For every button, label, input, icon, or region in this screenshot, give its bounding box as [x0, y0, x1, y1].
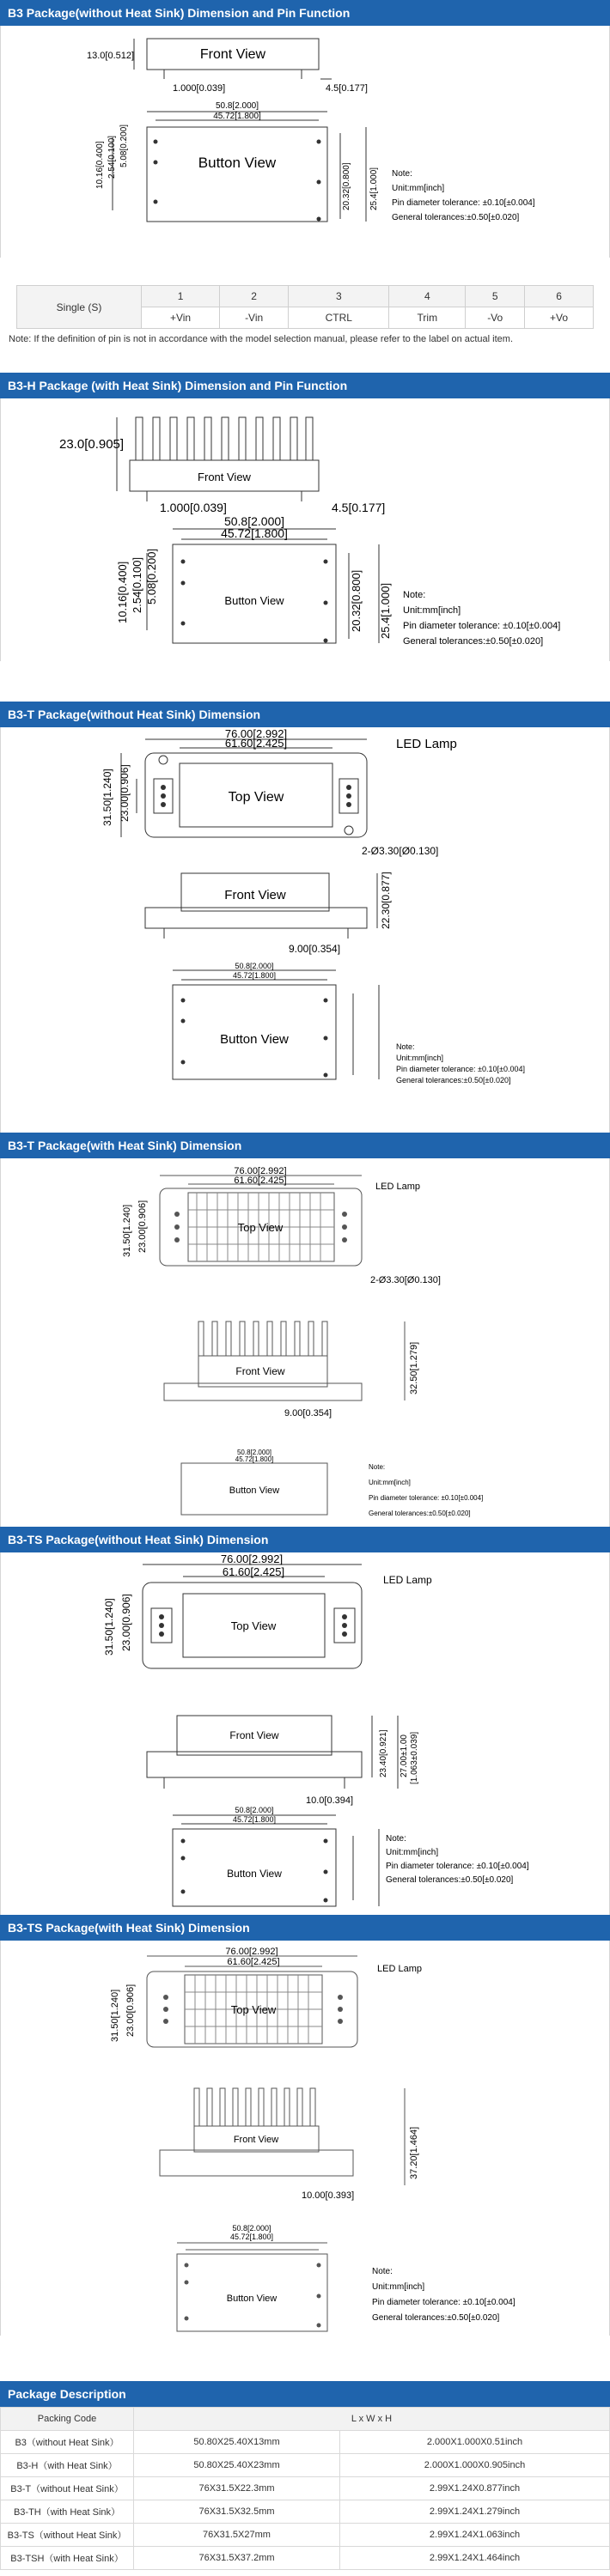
note-unit: Unit:mm[inch]: [372, 2282, 425, 2292]
dim-h-254b: 25.4[1.000]: [379, 582, 392, 639]
note-pin-tol: Pin diameter tolerance: ±0.10[±0.004]: [396, 1065, 525, 1073]
note-title: Note:: [392, 169, 412, 179]
led-lamp-label: LED Lamp: [375, 1182, 420, 1192]
note-pin-tol: Pin diameter tolerance: ±0.10[±0.004]: [372, 2298, 515, 2307]
note-title: Note:: [369, 1463, 386, 1471]
dim-width-outer: 50.8[2.000]: [232, 2224, 271, 2233]
dim-foot: 9.00[0.354]: [284, 1408, 332, 1419]
note-unit: Unit:mm[inch]: [396, 1054, 444, 1062]
note-pin-tol: Pin diameter tolerance: ±0.10[±0.004]: [403, 621, 561, 631]
note-gen-tol: General tolerances:±0.50[±0.020]: [372, 2313, 500, 2323]
pin-function: CTRL: [289, 307, 389, 329]
table-row: B3（without Heat Sink） 50.80X25.40X13mm 2.000X1.000X0.51inch: [1, 2431, 610, 2454]
dim-hole: 2-Ø3.30[Ø0.130]: [370, 1275, 441, 1285]
pin-number: 3: [289, 286, 389, 307]
pin-type: Single (S): [17, 286, 142, 329]
dim-side-2: 27.00±1.00: [400, 1735, 409, 1777]
dim-height: 23.0[0.905]: [59, 437, 125, 452]
dim-h-1016: 10.16[0.400]: [116, 561, 129, 623]
dim-width-outer: 76.00[2.992]: [225, 1947, 278, 1957]
note-gen-tol: General tolerances:±0.50[±0.020]: [386, 1875, 514, 1885]
dim-foot: 10.0[0.394]: [306, 1795, 354, 1806]
pin-function: +Vin: [142, 307, 220, 329]
dim-h-2032: 20.32[0.800]: [342, 162, 351, 210]
dim-width-inner: 45.72[1.800]: [213, 112, 261, 121]
dim-width-inner: 45.72[1.800]: [229, 2233, 274, 2241]
dim-width-outer: 50.8[2.000]: [235, 1806, 274, 1814]
b3-drawing: [1, 26, 609, 258]
b3h-drawing: [1, 398, 609, 661]
dim-width-inner: 45.72[1.800]: [235, 1455, 274, 1463]
note-title: Note:: [386, 1834, 406, 1844]
dim-side: 37.20[1.464]: [409, 2126, 419, 2179]
section-title: B3-TS Package(without Heat Sink) Dimension: [0, 1527, 610, 1552]
dim-width-outer: 50.8[2.000]: [223, 514, 285, 528]
dim-h-254: 2.54[0.100]: [107, 135, 117, 179]
button-view-body: [147, 127, 327, 222]
dim-width-inner: 61.60[2.425]: [234, 1176, 287, 1186]
note-pin-tol: Pin diameter tolerance: ±0.10[±0.004]: [392, 198, 535, 208]
note-unit: Unit:mm[inch]: [386, 1848, 439, 1857]
front-view-label: Front View: [224, 888, 286, 902]
led-lamp-label: LED Lamp: [396, 737, 457, 751]
note-gen-tol: General tolerances:±0.50[±0.020]: [403, 636, 544, 647]
pin-function: Trim: [389, 307, 466, 329]
dim-t-height: 31.50[1.240]: [101, 769, 113, 826]
header-code: Packing Code: [1, 2408, 134, 2431]
header-dims: L x W x H: [134, 2408, 610, 2431]
note-unit: Unit:mm[inch]: [403, 605, 461, 616]
section-title: B3 Package(without Heat Sink) Dimension and Pin Function: [0, 0, 610, 26]
top-view-label: Top View: [230, 2003, 277, 2016]
b3tsh-drawing: [1, 1941, 609, 2336]
button-view-label: Button View: [227, 1868, 282, 1880]
note-title: Note:: [403, 590, 426, 600]
note-gen-tol: General tolerances:±0.50[±0.020]: [369, 1510, 471, 1517]
dim-h-508: 5.08[0.200]: [145, 548, 158, 605]
led-lamp-label: LED Lamp: [383, 1574, 432, 1586]
table-row: B3-H（with Heat Sink） 50.80X25.40X23mm 2.000X1.000X0.905inch: [1, 2454, 610, 2477]
pin-number: 5: [466, 286, 525, 307]
table-row: B3-TS（without Heat Sink） 76X31.5X27mm 2.99X1.24X1.063inch: [1, 2524, 610, 2547]
pin-number: 4: [389, 286, 466, 307]
dim-side: 23.40[0.921]: [379, 1729, 388, 1777]
dim-height: 13.0[0.512]: [87, 51, 135, 61]
note-unit: Unit:mm[inch]: [369, 1479, 411, 1486]
front-view-label: Front View: [198, 471, 251, 483]
table-row: B3-TSH（with Heat Sink） 76X31.5X37.2mm 2.99X1.24X1.464inch: [1, 2547, 610, 2570]
dim-pin-offset: 1.000[0.039]: [173, 83, 226, 94]
button-view-label: Button View: [198, 155, 277, 171]
dim-side-3: [1.063±0.039]: [410, 1731, 419, 1784]
front-view-label: Front View: [199, 47, 266, 62]
dim-pin-offset: 1.000[0.039]: [160, 501, 227, 514]
dim-t-height2: 23.00[0.906]: [119, 764, 131, 822]
note-gen-tol: General tolerances:±0.50[±0.020]: [392, 213, 520, 222]
dim-width-inner: 61.60[2.425]: [224, 737, 288, 750]
dim-width-outer: 50.8[2.000]: [236, 1449, 272, 1456]
pin-number: 1: [142, 286, 220, 307]
section-title: B3-T Package(with Heat Sink) Dimension: [0, 1133, 610, 1158]
pin-table: [16, 285, 594, 329]
button-view-label: Button View: [229, 1485, 280, 1496]
dim-h-254b: 25.4[1.000]: [369, 167, 379, 210]
note-pin-tol: Pin diameter tolerance: ±0.10[±0.004]: [386, 1862, 529, 1871]
pin-number: 6: [525, 286, 594, 307]
dim-t-height: 31.50[1.240]: [122, 1204, 132, 1257]
button-view-label: Button View: [224, 594, 284, 607]
pin-note: Note: If the definition of pin is not in accordance with the model selection manual, please refer to the label on actual item.: [9, 334, 514, 344]
b3t-drawing: [1, 727, 609, 1133]
dim-hole: 2-Ø3.30[Ø0.130]: [362, 845, 439, 857]
package-table: [0, 2407, 610, 2570]
dim-width-inner: 61.60[2.425]: [227, 1957, 280, 1967]
dim-t-height2: 23.00[0.906]: [120, 1594, 132, 1651]
section-title: B3-T Package(without Heat Sink) Dimension: [0, 702, 610, 727]
dim-t-height2: 23.00[0.906]: [137, 1200, 148, 1253]
dim-h-1016: 10.16[0.400]: [95, 141, 105, 189]
button-view-label: Button View: [226, 2293, 278, 2304]
section-title: Package Description: [0, 2381, 610, 2407]
dim-width-inner: 61.60[2.425]: [222, 1565, 285, 1578]
dim-width-outer: 76.00[2.992]: [224, 727, 288, 740]
led-lamp-label: LED Lamp: [377, 1964, 422, 1974]
dim-width-inner: 45.72[1.800]: [221, 526, 288, 540]
dim-pin-length: 4.5[0.177]: [326, 83, 368, 94]
top-view-label: Top View: [237, 1221, 284, 1234]
dim-side: 32.50[1.279]: [409, 1341, 419, 1394]
dim-h-254: 2.54[0.100]: [131, 556, 143, 613]
dim-width-outer: 50.8[2.000]: [235, 962, 274, 970]
top-view-label: Top View: [230, 1619, 277, 1632]
dim-width-inner: 45.72[1.800]: [232, 971, 277, 980]
dim-h-2032: 20.32[0.800]: [350, 569, 363, 632]
dim-side: 22.30[0.877]: [380, 872, 392, 929]
front-view-label: Front View: [235, 1365, 285, 1377]
dim-width-outer: 76.00[2.992]: [220, 1552, 284, 1565]
dim-foot: 10.00[0.393]: [302, 2190, 355, 2201]
note-title: Note:: [372, 2267, 393, 2276]
pin-function: +Vo: [525, 307, 594, 329]
top-view-label: Top View: [228, 790, 284, 805]
section-title: B3-TS Package(with Heat Sink) Dimension: [0, 1915, 610, 1941]
dim-t-height2: 23.00[0.906]: [125, 1984, 136, 2037]
note-gen-tol: General tolerances:±0.50[±0.020]: [396, 1076, 511, 1084]
pin-function: -Vin: [220, 307, 289, 329]
button-view-label: Button View: [220, 1032, 289, 1047]
dim-width-inner: 45.72[1.800]: [232, 1815, 277, 1824]
table-row: B3-TH（with Heat Sink） 76X31.5X32.5mm 2.99X1.24X1.279inch: [1, 2500, 610, 2524]
pin-function: -Vo: [466, 307, 525, 329]
dim-width-outer: 50.8[2.000]: [215, 101, 259, 111]
table-row: B3-T（without Heat Sink） 76X31.5X22.3mm 2.99X1.24X0.877inch: [1, 2477, 610, 2500]
dim-pin-length: 4.5[0.177]: [332, 501, 386, 514]
dim-t-height: 31.50[1.240]: [103, 1598, 115, 1656]
front-view-label: Front View: [233, 2135, 279, 2145]
note-title: Note:: [396, 1042, 415, 1051]
b3th-drawing: [1, 1158, 609, 1527]
section-title: B3-H Package (with Heat Sink) Dimension and Pin Function: [0, 373, 610, 398]
note-unit: Unit:mm[inch]: [392, 184, 445, 193]
b3ts-drawing: [1, 1552, 609, 1915]
dim-t-height: 31.50[1.240]: [110, 1989, 120, 2042]
pin-number: 2: [220, 286, 289, 307]
note-pin-tol: Pin diameter tolerance: ±0.10[±0.004]: [369, 1494, 484, 1502]
dim-h-508: 5.08[0.200]: [119, 124, 129, 167]
dim-width-outer: 76.00[2.992]: [234, 1166, 287, 1176]
front-view-label: Front View: [229, 1729, 279, 1741]
dim-foot: 9.00[0.354]: [289, 943, 341, 955]
